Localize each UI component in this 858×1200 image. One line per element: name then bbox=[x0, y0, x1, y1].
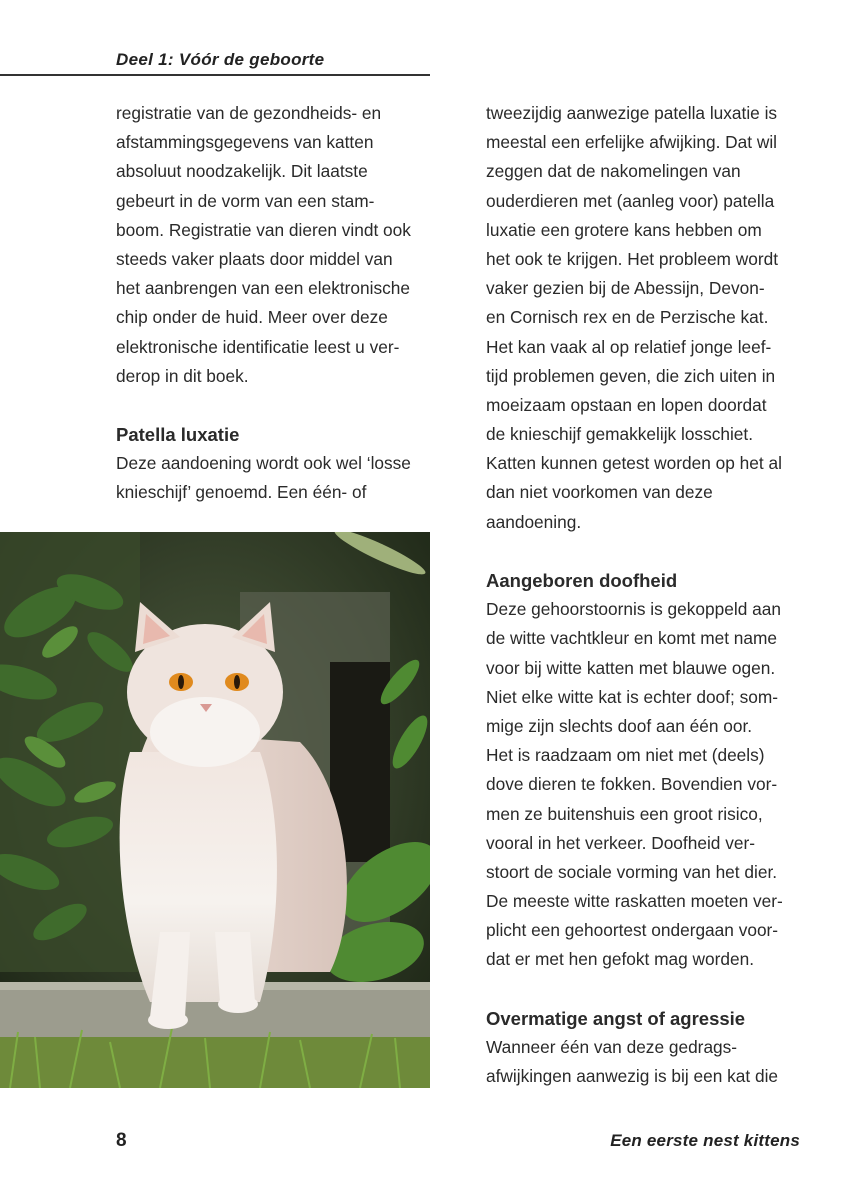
section-heading-doofheid: Aangeboren doofheid bbox=[486, 570, 678, 591]
text-line: de knieschijf gemakkelijk losschiet. bbox=[486, 424, 754, 445]
right-paragraph-3 bbox=[486, 1033, 802, 1091]
text-line: dove dieren te fokken. Bovendien vor- bbox=[486, 774, 778, 795]
text-line: mige zijn slechts doof aan één oor. bbox=[486, 715, 753, 736]
text-line: steeds vaker plaats door middel van bbox=[116, 248, 393, 269]
text-line: moeizaam opstaan en lopen doordat bbox=[486, 394, 767, 415]
text-line: absoluut noodzakelijk. Dit laatste bbox=[116, 161, 368, 182]
text-line: Het kan vaak al op relatief jonge leef- bbox=[486, 336, 772, 357]
paragraph-gap bbox=[116, 391, 426, 420]
text-line: vooral in het verkeer. Doofheid ver- bbox=[486, 832, 755, 853]
text-line: meestal een erfelijke afwijking. Dat wil bbox=[486, 132, 778, 153]
text-line: men ze buitenshuis een groot risico, bbox=[486, 803, 763, 824]
section-heading-angst: Overmatige angst of agressie bbox=[486, 1007, 746, 1029]
text-line: plicht een gehoortest ondergaan voor- bbox=[486, 920, 779, 941]
left-paragraph-2 bbox=[116, 449, 426, 507]
text-line: Katten kunnen getest worden op het al bbox=[486, 453, 782, 474]
text-line: elektronische identificatie leest u ver- bbox=[116, 336, 400, 357]
text-line: De meeste witte raskatten moeten ver- bbox=[486, 891, 783, 912]
text-line: afstammingsgegevens van katten bbox=[116, 132, 374, 153]
text-line: luxatie een grotere kans hebben om bbox=[486, 219, 762, 240]
cat-photo bbox=[0, 532, 430, 1088]
book-title: Een eerste nest kittens bbox=[610, 1131, 800, 1150]
left-column bbox=[116, 99, 426, 508]
text-line: het aanbrengen van een elektronische bbox=[116, 278, 411, 299]
right-paragraph-2 bbox=[486, 595, 802, 974]
text-line: derop in dit boek. bbox=[116, 365, 249, 386]
text-line: Deze gehoorstoornis is gekoppeld aan bbox=[486, 599, 781, 620]
text-line: vaker gezien bij de Abessijn, Devon- bbox=[486, 278, 765, 299]
section-heading-patella: Patella luxatie bbox=[116, 424, 240, 446]
paragraph-gap bbox=[486, 975, 802, 1004]
text-line: dan niet voorkomen van deze bbox=[486, 482, 713, 503]
text-line: afwijkingen aanwezig is bij een kat die bbox=[486, 1066, 779, 1087]
right-column bbox=[486, 99, 802, 1091]
running-header bbox=[0, 50, 430, 76]
left-paragraph-1 bbox=[116, 99, 426, 391]
text-line: knieschijf’ genoemd. Een één- of bbox=[116, 482, 367, 503]
text-line: en Cornisch rex en de Perzische kat. bbox=[486, 307, 769, 328]
paragraph-gap bbox=[486, 537, 802, 566]
text-line: chip onder de huid. Meer over deze bbox=[116, 307, 388, 328]
page-number: 8 bbox=[116, 1130, 127, 1151]
text-line: voor bij witte katten met blauwe ogen. bbox=[486, 657, 776, 678]
text-line: stoort de sociale vorming van het dier. bbox=[486, 861, 778, 882]
text-line: Deze aandoening wordt ook wel ‘losse bbox=[116, 453, 411, 474]
text-line: het ook te krijgen. Het probleem wordt bbox=[486, 248, 779, 269]
chapter-title: Deel 1: Vóór de geboorte bbox=[116, 50, 325, 69]
text-line: aandoening. bbox=[486, 511, 582, 532]
text-line: de witte vachtkleur en komt met name bbox=[486, 628, 778, 649]
text-line: tijd problemen geven, die zich uiten in bbox=[486, 365, 776, 386]
text-line: Niet elke witte kat is echter doof; som- bbox=[486, 686, 778, 707]
right-paragraph-1 bbox=[486, 99, 802, 537]
text-line: gebeurt in de vorm van een stam- bbox=[116, 190, 375, 211]
text-line: registratie van de gezondheids- en bbox=[116, 103, 382, 123]
text-line: boom. Registratie van dieren vindt ook bbox=[116, 219, 411, 240]
text-line: dat er met hen gefokt mag worden. bbox=[486, 949, 755, 970]
text-line: tweezijdig aanwezige patella luxatie is bbox=[486, 103, 778, 123]
text-line: Het is raadzaam om niet met (deels) bbox=[486, 745, 765, 766]
text-line: Wanneer één van deze gedrags- bbox=[486, 1037, 738, 1057]
text-line: zeggen dat de nakomelingen van bbox=[486, 161, 741, 182]
text-line: ouderdieren met (aanleg voor) patella bbox=[486, 190, 775, 211]
